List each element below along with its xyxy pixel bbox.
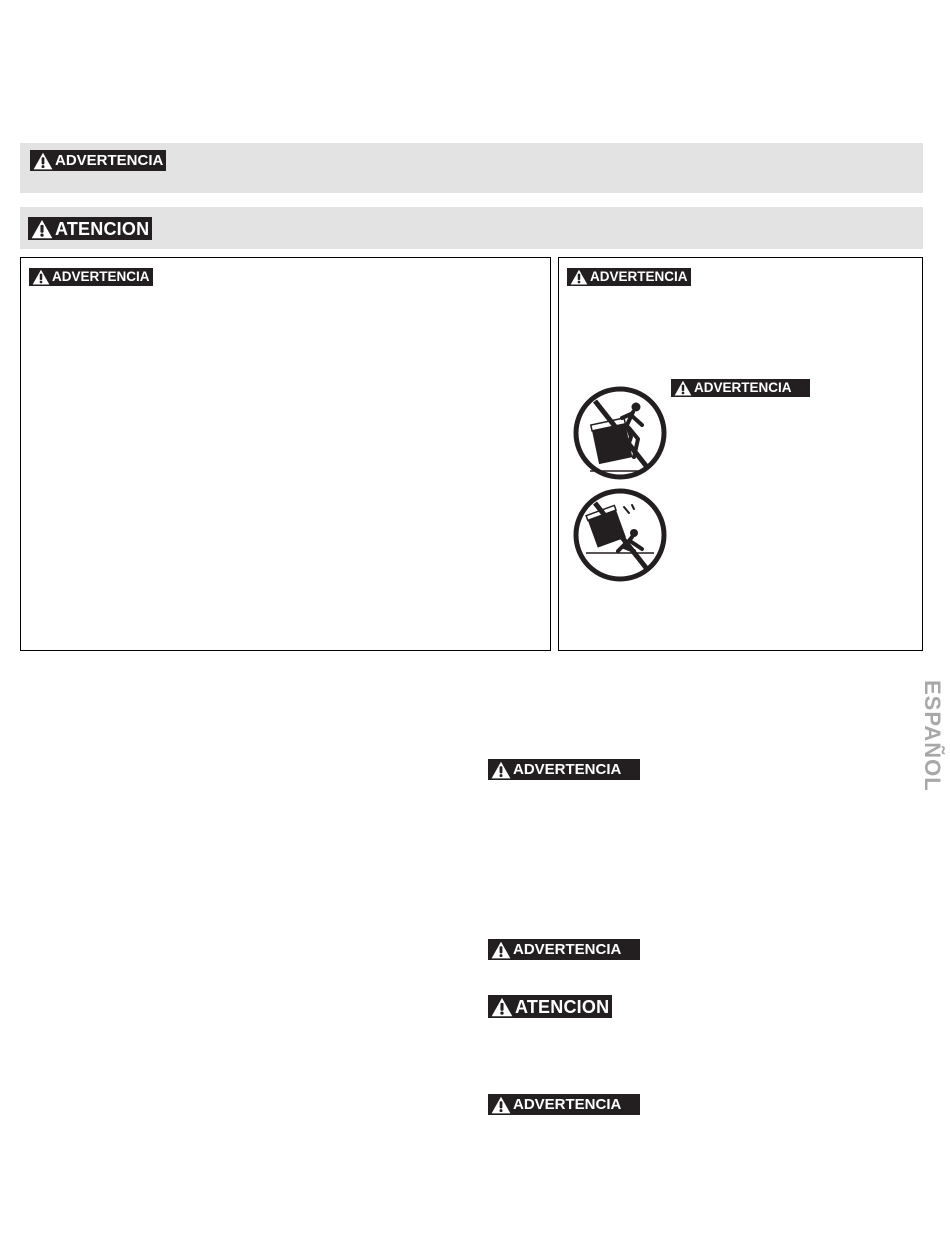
language-tab-label: ESPAÑOL [920,680,945,792]
atencion-label: ATENCION [488,995,612,1018]
warning-triangle-icon [33,152,53,170]
warning-triangle-icon [491,1096,511,1114]
warning-triangle-icon [491,761,511,779]
warning-band [20,143,923,193]
advertencia-label: ADVERTENCIA [488,759,640,780]
advertencia-label: ADVERTENCIA [488,939,640,960]
right-warning-box [558,257,923,651]
language-tab [918,680,948,810]
no-climbing-on-appliance-icon [572,385,668,481]
advertencia-label: ADVERTENCIA [671,379,810,397]
advertencia-label: ADVERTENCIA [488,1094,640,1115]
warning-triangle-icon [491,941,511,959]
advertencia-label: ADVERTENCIA [567,268,691,286]
atencion-label: ATENCION [28,217,152,240]
warning-triangle-icon [491,997,513,1017]
warning-triangle-icon [32,269,50,285]
warning-triangle-icon [570,269,588,285]
advertencia-label: ADVERTENCIA [29,268,153,286]
caution-band [20,207,923,249]
warning-triangle-icon [31,219,53,239]
advertencia-label: ADVERTENCIA [30,150,166,171]
left-warning-box [20,257,551,651]
no-tipping-appliance-icon [572,487,668,583]
warning-triangle-icon [674,380,692,396]
